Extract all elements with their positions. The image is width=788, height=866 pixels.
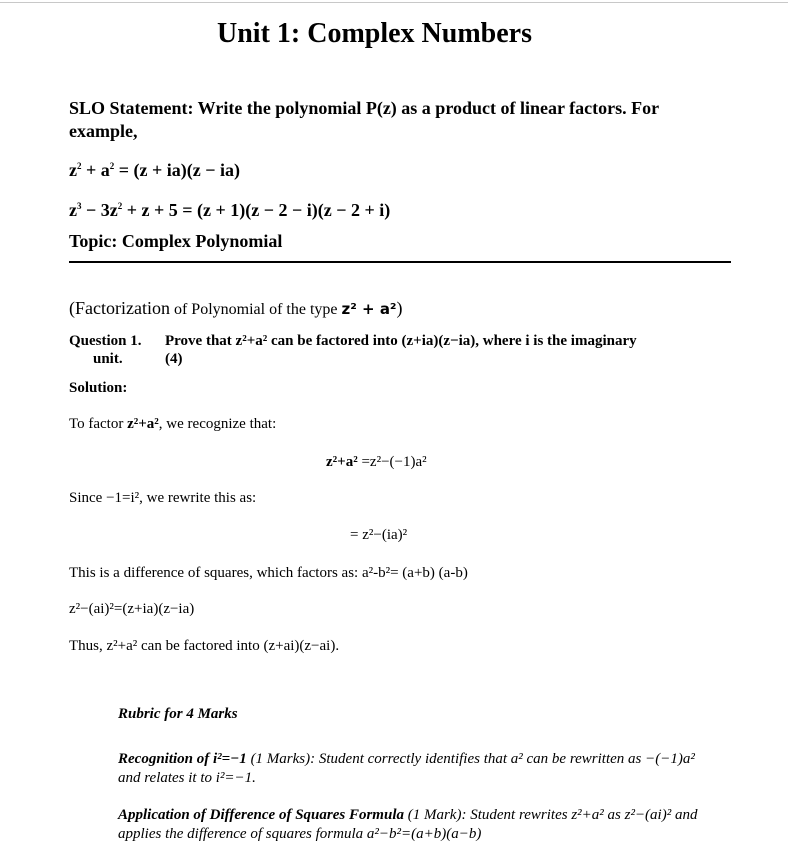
solution-heading: Solution:	[69, 380, 128, 396]
slo-example-1: $z^2 + a^2 = (z + ia)(z - ia)$	[69, 160, 240, 180]
solution-difference-of-squares: This is a difference of squares, which factors as: a²-b²= (a+b) (a-b)	[69, 565, 468, 581]
top-border	[0, 2, 788, 3]
section-divider	[69, 261, 731, 263]
rubric-item-2: Application of Difference of Squares Formula (1 Mark): Student rewrites z²+a² as z²−(ai)² and applies the difference of squares formula a²−b²=(a+b)(a−b)	[118, 807, 698, 842]
solution-equation-1: z²+a² =z²−(−1)a²	[326, 454, 427, 470]
page-title: Unit 1: Complex Numbers	[217, 18, 532, 49]
solution-step: z²−(ai)²=(z+ia)(z−ia)	[69, 601, 195, 617]
rubric-title: Rubric for 4 Marks	[118, 706, 238, 722]
slo-statement: SLO Statement: Write the polynomial P(z) as a product of linear factors. For example,	[69, 98, 659, 141]
topic-heading: Topic: Complex Polynomial	[69, 231, 283, 251]
solution-since: Since −1=i², we rewrite this as:	[69, 490, 257, 506]
question-label: Question 1.	[69, 333, 142, 349]
question-marks: (4)	[165, 351, 183, 367]
factorization-heading: (Factorization of Polynomial of the type z² + a²)	[69, 298, 403, 318]
question-unit: unit.	[93, 351, 123, 367]
solution-equation-2: = z²−(ia)²	[350, 527, 408, 543]
slo-example-2: $z^3 - 3z^2 + z + 5 = (z + 1)(z - 2 - i)(z - 2 + i)$	[69, 200, 391, 220]
question-text: Prove that z²+a² can be factored into (z+ia)(z−ia), where i is the imaginary	[165, 333, 637, 349]
solution-conclusion: Thus, z²+a² can be factored into (z+ai)(z−ai).	[69, 638, 340, 654]
solution-intro: To factor z²+a², we recognize that:	[69, 416, 277, 432]
rubric-item-1: Recognition of i²=−1 (1 Marks): Student correctly identifies that a² can be rewritten as −(−1)a² and relates it to i²=−1.	[118, 751, 695, 786]
